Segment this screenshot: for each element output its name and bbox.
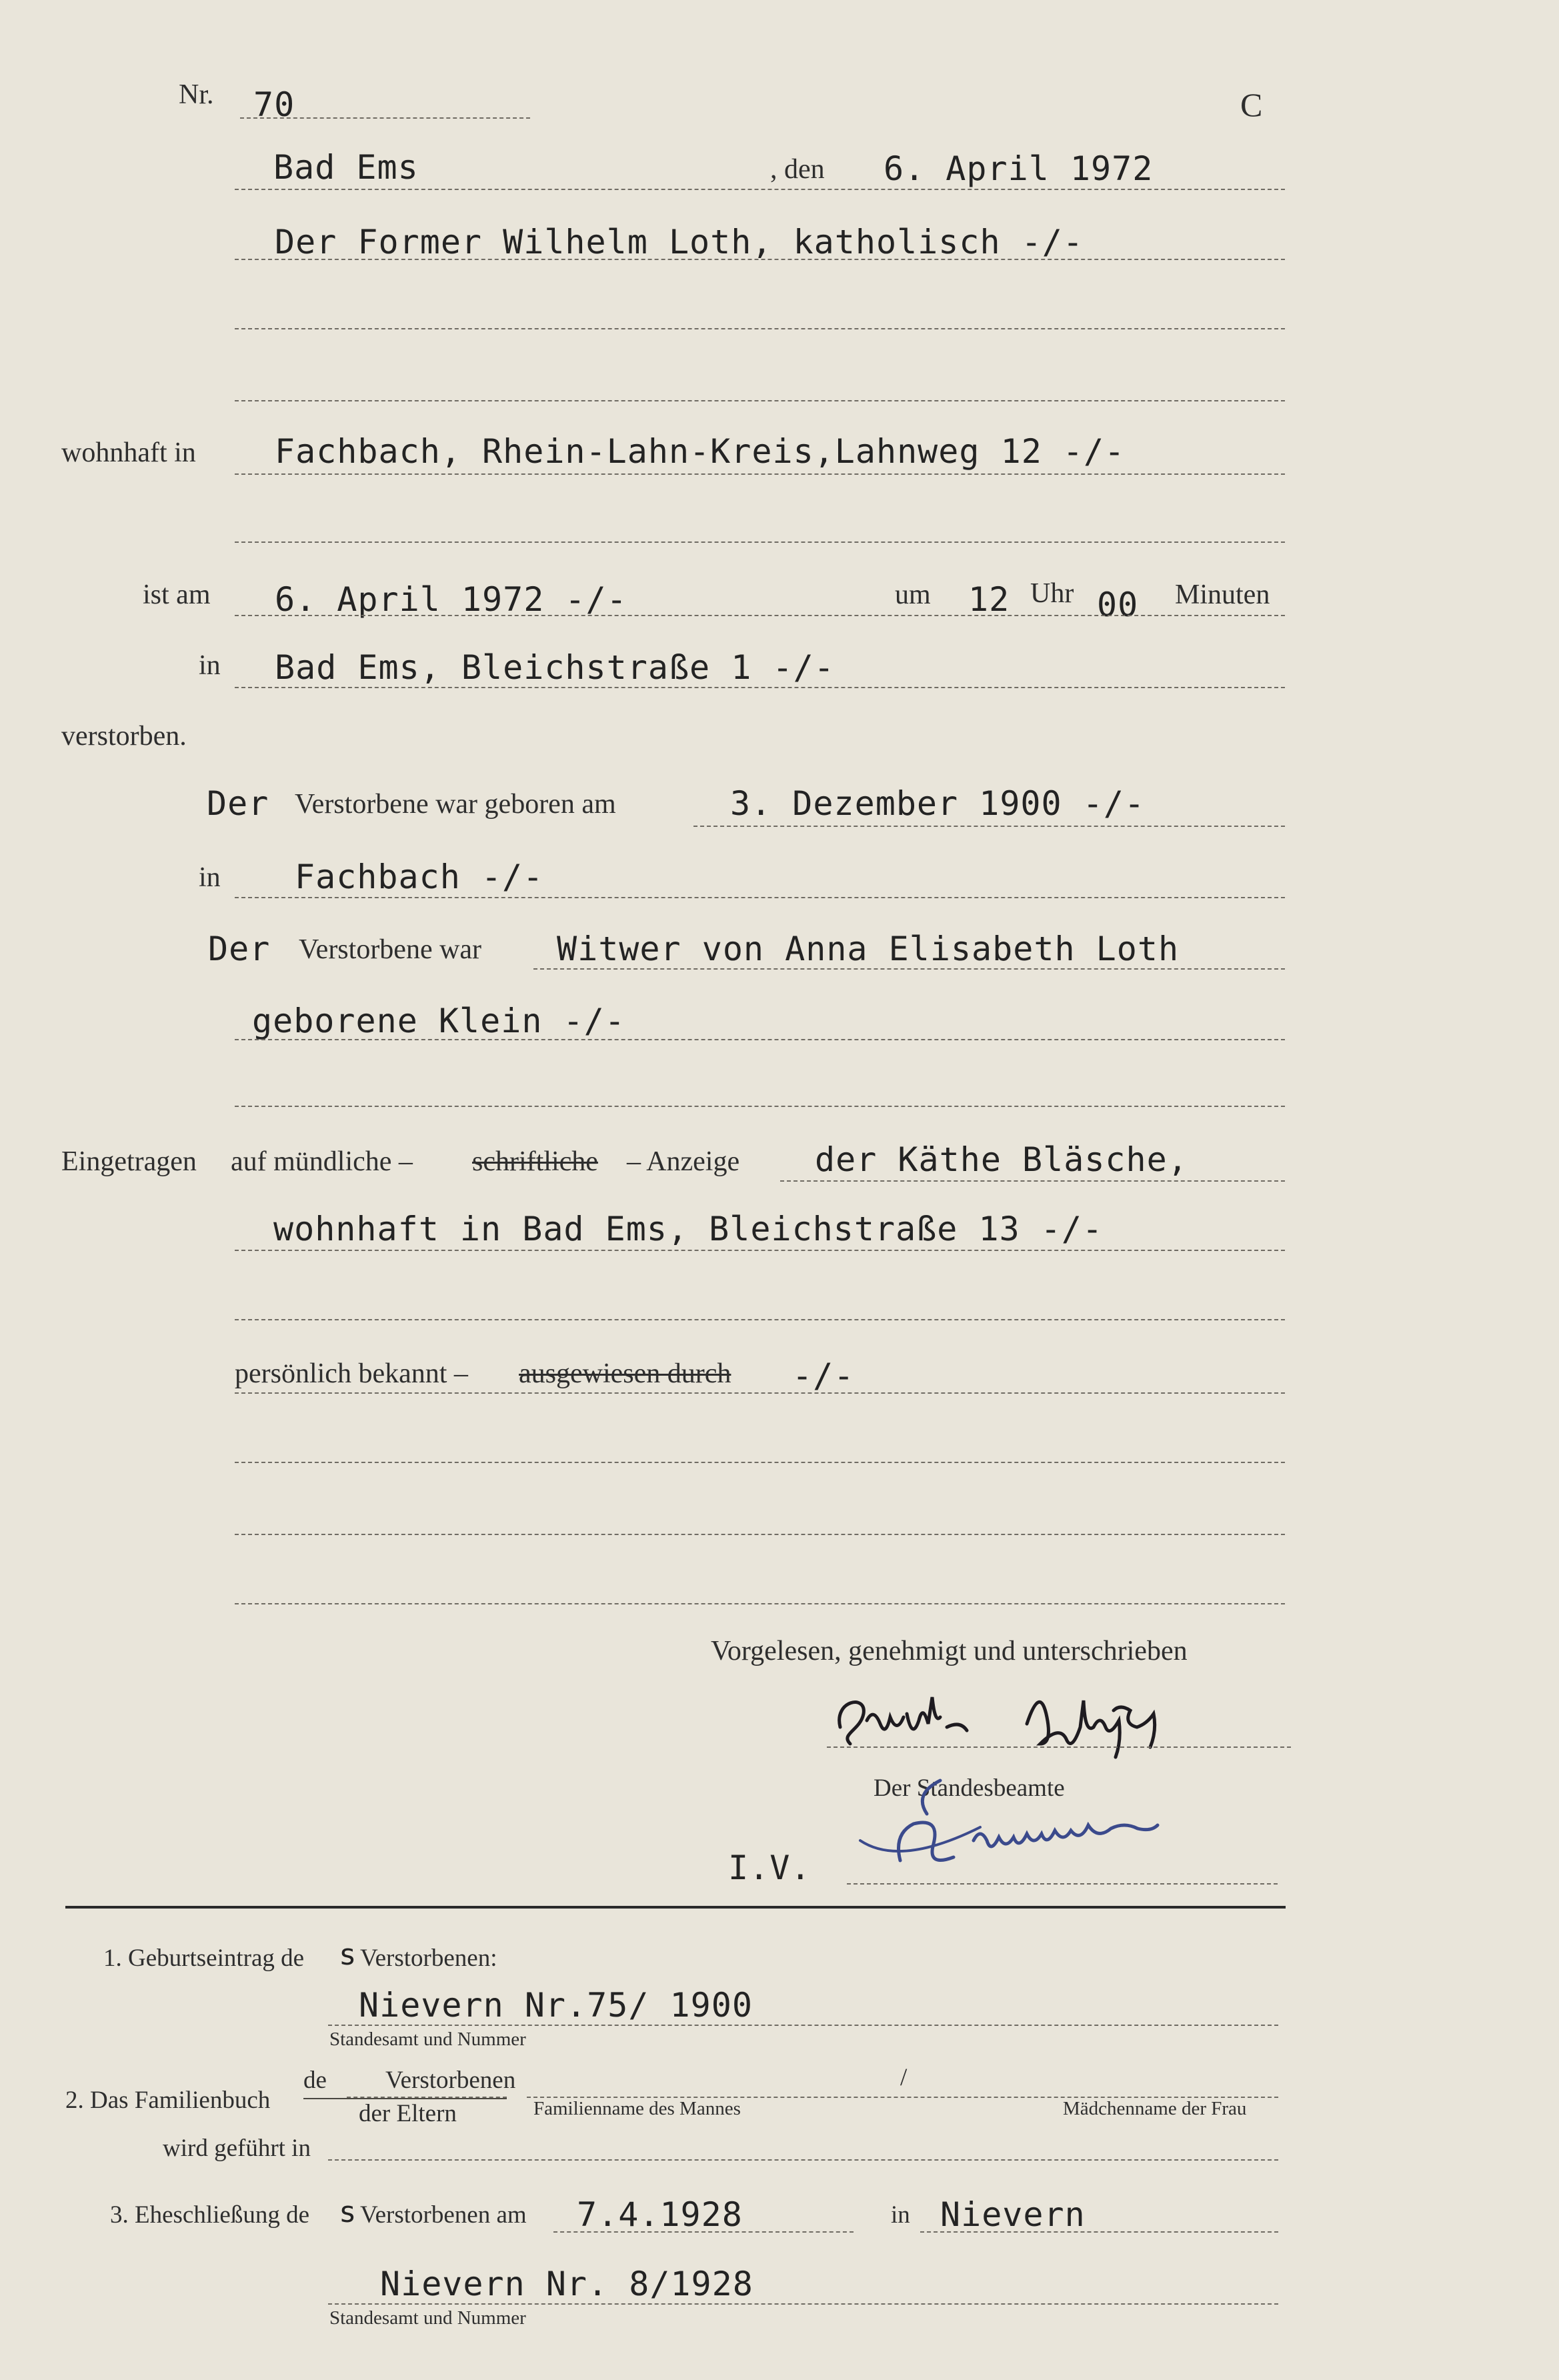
standesbeamte-label: Der Standesbeamte — [874, 1774, 1065, 1802]
note1-value: Nievern Nr.75/ 1900 — [359, 1986, 753, 2025]
death-hour: 12 — [968, 580, 1010, 619]
schriftliche-struck: schriftliche — [472, 1146, 598, 1177]
marriage-place: Nievern — [940, 2195, 1086, 2234]
vorgelesen-text: Vorgelesen, genehmigt und unterschrieben — [711, 1636, 1188, 1666]
birth-date: 3. Dezember 1900 -/- — [730, 784, 1146, 823]
standesamt-label-1: Standesamt und Nummer — [329, 2029, 526, 2050]
place-of-record: Bad Ems — [273, 148, 419, 187]
muendlich-label: auf mündliche – — [231, 1146, 413, 1177]
nr-label: Nr. — [179, 79, 214, 110]
residence-value: Fachbach, Rhein-Lahn-Kreis,Lahnweg 12 -/- — [275, 432, 1126, 471]
den-label: , den — [770, 154, 825, 185]
entry-number: 70 — [253, 85, 295, 124]
verstorben-label: verstorben. — [61, 721, 187, 752]
official-signature — [847, 1760, 1300, 1894]
iv-label: I.V. — [728, 1849, 812, 1887]
note1-suffix: Verstorbenen: — [360, 1945, 497, 1972]
known-label: persönlich bekannt – — [235, 1358, 468, 1389]
note3-label: 3. Eheschließung de — [110, 2201, 309, 2229]
note2-gefuehrt: wird geführt in — [163, 2135, 311, 2162]
death-place: Bad Ems, Bleichstraße 1 -/- — [275, 648, 835, 687]
ausgewiesen-struck: ausgewiesen durch — [519, 1358, 731, 1389]
informant-name: der Käthe Bläsche, — [815, 1140, 1188, 1179]
marital-der: Der — [208, 930, 271, 968]
death-date: 6. April 1972 -/- — [275, 580, 627, 619]
maiden-name: geborene Klein -/- — [252, 1002, 625, 1040]
marital-status: Witwer von Anna Elisabeth Loth — [557, 930, 1180, 968]
death-minutes: 00 — [1097, 585, 1139, 624]
birth-label: Verstorbene war geboren am — [295, 789, 616, 820]
note2-eltern: der Eltern — [359, 2100, 457, 2127]
note3-in: in — [891, 2201, 910, 2229]
note3-suffix: Verstorbenen am — [360, 2201, 527, 2229]
eingetragen-label: Eingetragen — [61, 1146, 197, 1177]
person-line: Der Former Wilhelm Loth, katholisch -/- — [275, 223, 1084, 261]
informant-signature — [827, 1674, 1294, 1767]
note2-slash: / — [900, 2064, 908, 2091]
anzeige-label: – Anzeige — [627, 1146, 740, 1177]
note1-s: s — [339, 1938, 357, 1972]
known-value: -/- — [792, 1356, 855, 1395]
informant-address: wohnhaft in Bad Ems, Bleichstraße 13 -/- — [273, 1210, 1104, 1248]
maedchenname-label: Mädchenname der Frau — [1063, 2098, 1247, 2119]
register-letter: C — [1240, 86, 1263, 123]
note2-de: de — [303, 2067, 327, 2094]
um-label: um — [895, 579, 931, 610]
ist-am-label: ist am — [143, 579, 211, 610]
birth-in-label: in — [199, 862, 221, 893]
uhr-label: Uhr — [1030, 578, 1074, 609]
note3-s: s — [339, 2195, 357, 2229]
note2-verstorbenen: Verstorbenen — [385, 2067, 516, 2094]
standesamt-label-2: Standesamt und Nummer — [329, 2307, 526, 2329]
note1-label: 1. Geburtseintrag de — [103, 1945, 305, 1972]
marital-label: Verstorbene war — [299, 934, 482, 965]
birth-place: Fachbach -/- — [295, 858, 544, 896]
marriage-date: 7.4.1928 — [577, 2195, 743, 2234]
marriage-register: Nievern Nr. 8/1928 — [380, 2265, 753, 2303]
wohnhaft-label: wohnhaft in — [61, 437, 196, 468]
death-in-label: in — [199, 650, 221, 681]
birth-der: Der — [207, 784, 269, 823]
familienname-label: Familienname des Mannes — [533, 2098, 741, 2119]
note2-label: 2. Das Familienbuch — [65, 2087, 271, 2114]
minuten-label: Minuten — [1175, 579, 1270, 610]
record-date: 6. April 1972 — [884, 149, 1154, 188]
